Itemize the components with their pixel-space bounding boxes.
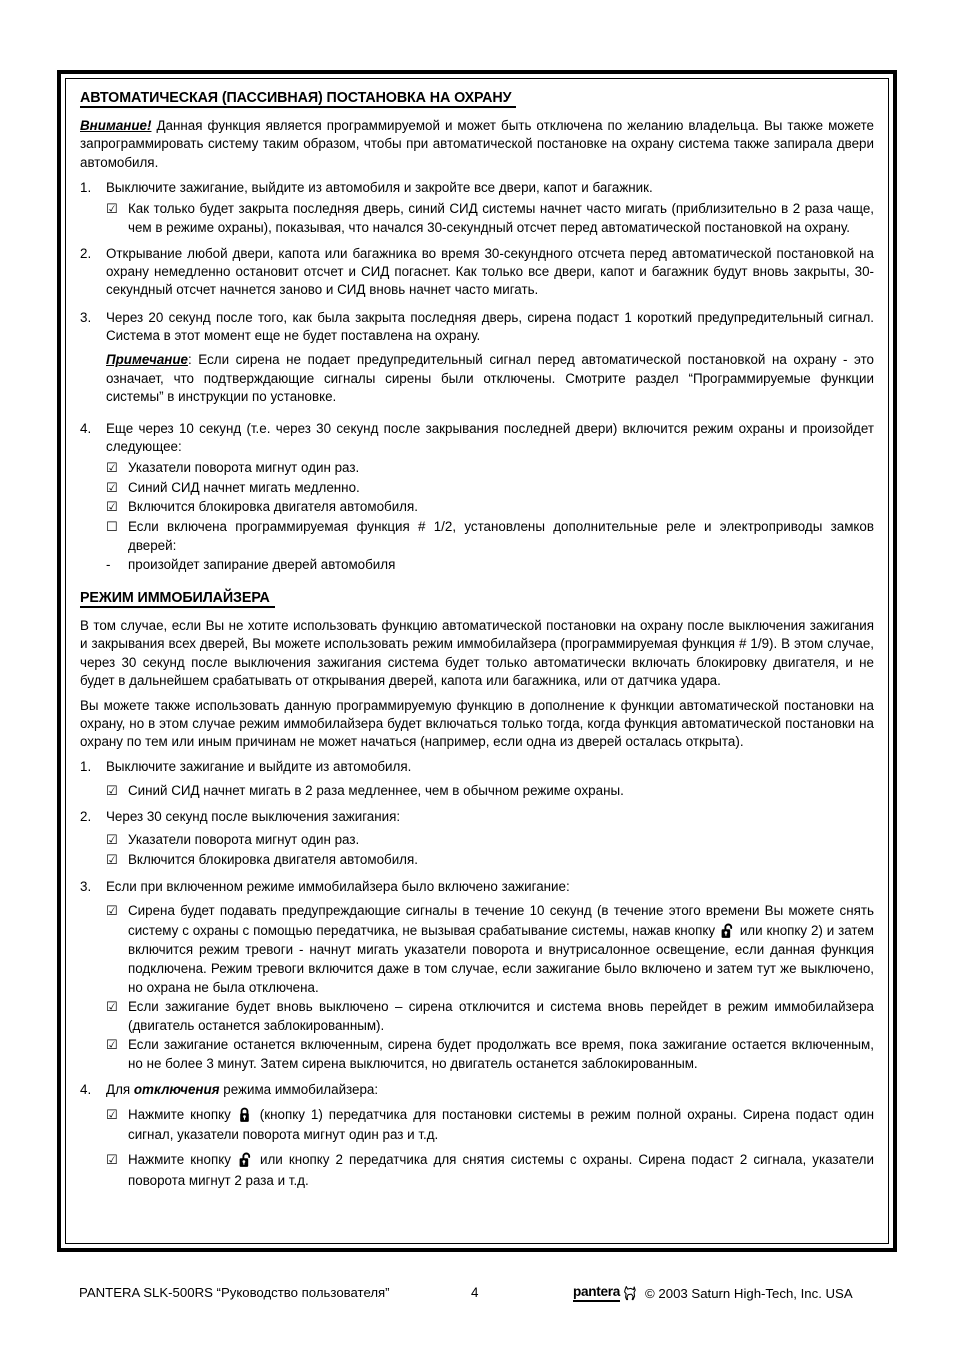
list-text-lead: Для bbox=[106, 1081, 134, 1097]
checkbox-item-text: Включится блокировка двигателя автомобиля. bbox=[128, 851, 418, 867]
list-number: 3. bbox=[80, 878, 92, 894]
checkbox-item-text-before: Сирена будет подавать предупреждающие сигналы в течение 10 секунд (в течение этого времени Вы можете снять систему с охраны с помощью передатчика, не вызывая срабатывание системы, нажав кнопку bbox=[128, 902, 874, 939]
footer-copyright-block bbox=[573, 1285, 853, 1302]
body-paragraph: Вы можете также использовать данную программируемую функцию в дополнение к функции автоматической постановки на охрану, но в этом случае режим иммобилайзера будет включаться только тогда, когда функция автоматической постановки на охрану по тем или иным причинам не может начаться (например, если одна из дверей осталась открыта). bbox=[80, 697, 874, 750]
checkbox-item-text: Указатели поворота мигнут один раз. bbox=[128, 460, 360, 476]
list-item bbox=[80, 420, 874, 456]
section-title: РЕЖИМ ИММОБИЛАЙЗЕРА bbox=[80, 591, 275, 608]
checkbox-item bbox=[80, 479, 874, 498]
note-text: : Если сирена не подает предупредительный сигнал перед автоматической постановкой на охрану - это означает, что подтверждающие сигналы сирены были отключены. Смотрите раздел “Программируемые функции системы” в инструкции по установке. bbox=[106, 352, 874, 404]
checkbox-checked-icon: ☑ bbox=[106, 903, 118, 919]
checkbox-checked-icon: ☑ bbox=[106, 201, 118, 217]
spacer bbox=[80, 238, 874, 245]
panther-logo-icon bbox=[622, 1285, 639, 1302]
attention-label: Внимание! bbox=[80, 118, 152, 134]
list-item bbox=[80, 808, 874, 826]
footer-copyright-text: © 2003 Saturn High-Tech, Inc. USA bbox=[645, 1286, 853, 1301]
attention-text: Данная функция является программируемой и может быть отключена по желанию владельца. Вы также можете запрограммировать систему таким образом, чтобы при автоматической постановке на охрану система также запирала двери автомобиля. bbox=[80, 118, 874, 170]
list-number: 2. bbox=[80, 809, 92, 825]
footer-page-number: 4 bbox=[471, 1285, 479, 1300]
attention-paragraph bbox=[80, 117, 874, 171]
checkbox-checked-icon: ☑ bbox=[106, 1153, 118, 1169]
list-item bbox=[80, 878, 874, 896]
checkbox-item-text: Если зажигание будет вновь выключено – сирена отключится и система вновь перейдет в режим иммобилайзера (двигатель останется заблокированным). bbox=[128, 999, 874, 1033]
dash-item-text: произойдет запирание дверей автомобиля bbox=[128, 556, 396, 572]
list-number: 2. bbox=[80, 245, 92, 261]
checkbox-item-text: Включится блокировка двигателя автомобиля. bbox=[128, 499, 418, 515]
page-border bbox=[57, 70, 897, 1252]
checkbox-item bbox=[80, 1105, 874, 1144]
list-text: Через 30 секунд после выключения зажигания: bbox=[106, 809, 401, 825]
checkbox-item-text: Если включена программируемая функция # 1/2, установлены дополнительные реле и электроприводы замков дверей: bbox=[128, 519, 874, 553]
note-label: Примечание bbox=[106, 352, 188, 368]
pantera-logo-wordmark: pantera bbox=[573, 1285, 620, 1301]
list-text: Через 20 секунд после того, как была закрыта последняя дверь, сирена подаст 1 короткий предупредительный сигнал. Система в этот момент еще не будет поставлена на охрану. bbox=[106, 310, 874, 344]
list-number: 4. bbox=[80, 1081, 92, 1097]
checkbox-item bbox=[80, 998, 874, 1035]
body-paragraph: В том случае, если Вы не хотите использовать функцию автоматической постановки на охрану после выключения зажигания и закрывания всех дверей, Вы можете использовать режим иммобилайзера (программируемая функция # 1/9). В этом случае, через 30 секунд после выключения зажигания система будет только автоматически включать блокировку двигателя, и не будет в дальнейшем срабатывать от открывания дверей, капота или багажника, или от датчика удара. bbox=[80, 618, 874, 688]
checkbox-item-text-after: (кнопку 1) передатчика для постановки системы в режим полной охраны. Сирена подаст один сигнал, указатели поворота мигнут один раз и т.д. bbox=[128, 1106, 874, 1143]
checkbox-item-text: Синий СИД начнет мигать в 2 раза медленнее, чем в обычном режиме охраны. bbox=[128, 782, 624, 798]
checkbox-item-text-after: или кнопку 2) и затем включится режим тревоги - начнут мигать указатели поворота и внутрисалонное освещение, если данная функция подключена. Режим тревоги включится даже в том случае, если зажигание было включено и затем тут же выключено, но охрана не была отключена. bbox=[128, 923, 874, 996]
checkbox-item bbox=[80, 200, 874, 237]
list-item bbox=[80, 245, 874, 299]
list-item bbox=[80, 309, 874, 345]
lock-icon bbox=[239, 1107, 252, 1123]
unlock-icon bbox=[239, 1152, 252, 1168]
section-heading-auto-arming bbox=[80, 90, 874, 117]
list-text: Выключите зажигание, выйдите из автомобиля и закройте все двери, капот и багажник. bbox=[106, 179, 653, 195]
page-footer bbox=[57, 1283, 897, 1307]
list-text: Если при включенном режиме иммобилайзера было включено зажигание: bbox=[106, 878, 570, 894]
spacer bbox=[80, 302, 874, 309]
section-heading-immobilizer bbox=[80, 590, 874, 617]
dash-item bbox=[80, 556, 874, 574]
list-number: 3. bbox=[80, 310, 92, 326]
list-number: 1. bbox=[80, 179, 92, 195]
checkbox-checked-icon: ☑ bbox=[106, 833, 118, 849]
checkbox-empty-icon: ☐ bbox=[106, 520, 118, 536]
checkbox-item-text: Если зажигание останется включенным, сирена будет продолжать все время, пока зажигание остается включенным, но не более 3 минут. Затем сирена выключится, но двигатель останется заблокированным. bbox=[128, 1037, 874, 1071]
checkbox-item-text: Синий СИД начнет мигать медленно. bbox=[128, 479, 360, 495]
section-title: АВТОМАТИЧЕСКАЯ (ПАССИВНАЯ) ПОСТАНОВКА НА ОХРАНУ bbox=[80, 91, 516, 108]
spacer bbox=[80, 1074, 874, 1081]
checkbox-checked-icon: ☑ bbox=[106, 783, 118, 799]
checkbox-item bbox=[80, 459, 874, 478]
checkbox-checked-icon: ☑ bbox=[106, 461, 118, 477]
list-item bbox=[80, 1081, 874, 1099]
checkbox-item-text: Указатели поворота мигнут один раз. bbox=[128, 832, 360, 848]
page-content-area bbox=[65, 78, 889, 1244]
checkbox-item-text: Как только будет закрыта последняя дверь, синий СИД системы начнет часто мигать (приблизительно в 2 раза чаще, чем в режиме охраны), показывая, что начался 30-секундный отсчет перед автоматической постановкой на охрану. bbox=[128, 200, 874, 235]
spacer bbox=[80, 801, 874, 808]
checkbox-item bbox=[80, 1150, 874, 1189]
checkbox-item-text-before: Нажмите кнопку bbox=[128, 1106, 237, 1122]
footer-manual-title: PANTERA SLK-500RS “Руководство пользователя” bbox=[79, 1285, 390, 1300]
checkbox-item-text-after: или кнопку 2 передатчика для снятия системы с охраны. Сирена подаст 2 сигнала, указатели поворота мигнут 2 раза и т.д. bbox=[128, 1152, 874, 1188]
note-paragraph bbox=[80, 351, 874, 405]
list-number: 4. bbox=[80, 420, 92, 436]
checkbox-checked-icon: ☑ bbox=[106, 1107, 118, 1123]
checkbox-item bbox=[80, 901, 874, 998]
spacer bbox=[80, 871, 874, 878]
checkbox-item-text-before: Нажмите кнопку bbox=[128, 1152, 237, 1168]
checkbox-item bbox=[80, 782, 874, 801]
checkbox-checked-icon: ☑ bbox=[106, 1038, 118, 1054]
checkbox-checked-icon: ☑ bbox=[106, 480, 118, 496]
list-text: Еще через 10 секунд (т.е. через 30 секунд после закрывания последней двери) включится режим охраны и произойдет следующее: bbox=[106, 420, 874, 455]
spacer bbox=[80, 413, 874, 420]
unlock-icon bbox=[721, 923, 734, 939]
checkbox-item bbox=[80, 1036, 874, 1073]
checkbox-checked-icon: ☑ bbox=[106, 852, 118, 868]
list-text-emphasis: отключения bbox=[133, 1081, 220, 1097]
checkbox-checked-icon: ☑ bbox=[106, 1000, 118, 1016]
list-text: Выключите зажигание и выйдите из автомобиля. bbox=[106, 759, 412, 775]
checkbox-item bbox=[80, 498, 874, 517]
list-number: 1. bbox=[80, 759, 92, 775]
checkbox-item bbox=[80, 518, 874, 555]
list-item bbox=[80, 179, 874, 197]
checkbox-item bbox=[80, 831, 874, 850]
dash-bullet: - bbox=[106, 556, 111, 572]
checkbox-item bbox=[80, 851, 874, 870]
list-text: Открывание любой двери, капота или багажника во время 30-секундного отсчета перед автоматической постановкой на охрану немедленно остановит отсчет и СИД погаснет. Как только все двери, капот и багажник будут вновь закрыты, 30-секундный отсчет начнется заново и СИД вновь начнет часто мигать. bbox=[106, 245, 874, 297]
checkbox-checked-icon: ☑ bbox=[106, 500, 118, 516]
list-item bbox=[80, 758, 874, 776]
list-text-rest: режима иммобилайзера: bbox=[219, 1081, 379, 1097]
